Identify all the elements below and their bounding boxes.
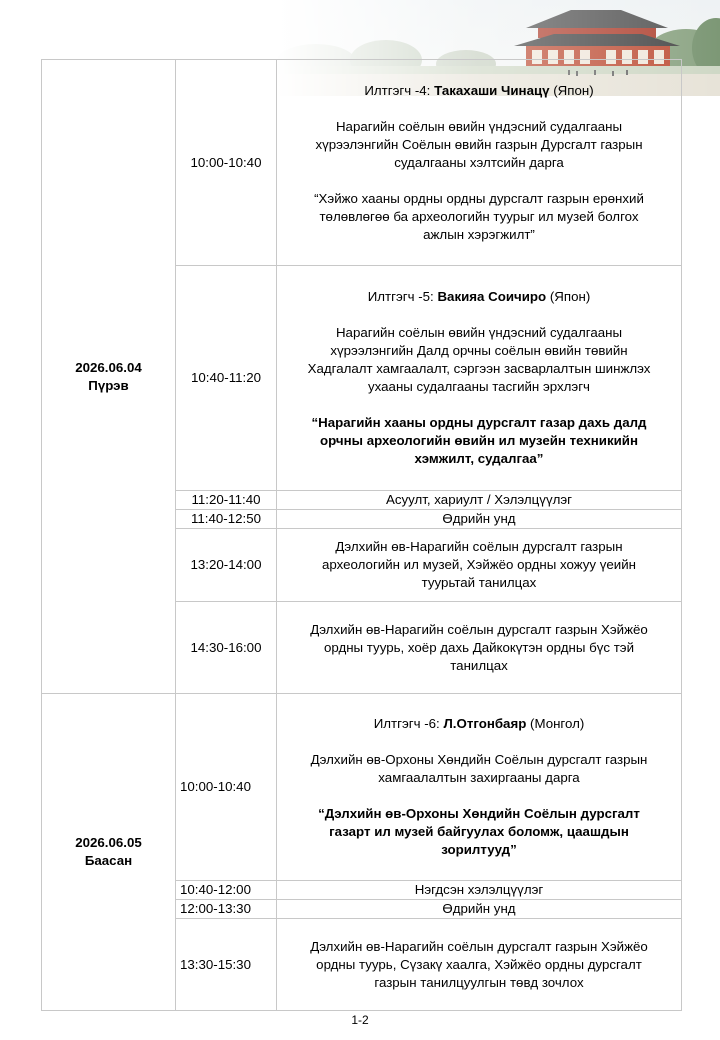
activity-line: археологийн ил музей, Хэйжёо ордны хожуу үеийн [322, 557, 636, 572]
talk-title-line: “Дэлхийн өв-Орхоны Хөндийн Соёлын дурсгалт [318, 806, 640, 821]
activity-cell: Өдрийн унд [277, 510, 682, 529]
talk-title-line: хэмжилт, судалгаа” [414, 451, 544, 466]
day-date: 2026.06.04 [75, 359, 142, 375]
activity-cell: Асуулт, хариулт / Хэлэлцүүлэг [277, 491, 682, 510]
activity-cell [277, 919, 682, 1011]
activity-cell: Өдрийн унд [277, 900, 682, 919]
day-date: 2026.06.05 [75, 835, 142, 850]
talk-title-line: “Хэйжо хааны ордны ордны дурсгалт газрын ерөнхий [314, 190, 644, 206]
presenter-country: (Япон) [549, 82, 594, 98]
time-cell: 11:40-12:50 [176, 510, 277, 529]
activity-line: Дэлхийн өв-Нарагийн соёлын дурсгалт газрын Хэйжёо [310, 621, 648, 637]
affiliation-line: Нарагийн соёлын өвийн үндэсний судалгааны [335, 325, 623, 340]
talk-title-line: газарт ил музей байгуулах боломж, цаашдын [329, 824, 629, 839]
talk-title-line: “Нарагийн хааны ордны дурсгалт газар дахь далд [311, 415, 647, 430]
presenter-name: Вакияа Соичиро [437, 289, 547, 304]
schedule-table [41, 59, 682, 1011]
presenter-country: (Монгол) [526, 716, 585, 731]
day-weekday: Пүрэв [88, 377, 129, 393]
time-cell: 10:40-11:20 [176, 266, 277, 491]
affiliation-line: Дэлхийн өв-Орхоны Хөндийн Соёлын дурсгалт газрын [310, 752, 648, 767]
presenter-country: (Япон) [546, 289, 591, 304]
affiliation-line: хүрээлэнгийн Далд орчны соёлын өвийн төвийн [330, 343, 628, 358]
affiliation-line: Нарагийн соёлын өвийн үндэсний судалгааны [335, 118, 623, 134]
presenter-name: Такахаши Чинацү [434, 82, 550, 98]
presenter-line [281, 82, 677, 100]
activity-line: ордны туурь, хоёр дахь Дайкокүтэн ордны бүс тэй [323, 639, 635, 655]
page-number: 1-2 [351, 1013, 369, 1027]
activity-line: Дэлхийн өв-Нарагийн соёлын дурсгалт газрын [335, 539, 623, 554]
time-cell: 11:20-11:40 [176, 491, 277, 510]
affiliation-line: Хадгалалт хамгаалалт, сэргээн засварлалтын шинжлэх [307, 361, 651, 376]
presenter-name: Л.Отгонбаяр [443, 716, 527, 731]
talk-title-line: төлөвлөгөө ба археологийн туурыг ил музей болгох [319, 208, 639, 224]
time-cell: 13:30-15:30 [176, 919, 277, 1011]
affiliation-line: судалгааны хэлтсийн дарга [394, 154, 564, 170]
time-cell: 13:20-14:00 [176, 529, 277, 602]
activity-line: газрын танилцуулгын төвд зочлох [374, 974, 584, 990]
time-cell: 10:00-10:40 [176, 694, 277, 881]
activity-line: ордны туурь, Сүзакү хаалга, Хэйжёо ордны дурсгалт [316, 956, 642, 972]
presenter-prefix: Илтгэгч -4: [364, 82, 435, 98]
affiliation-line: ухааны судалгааны тасгийн эрхлэгч [368, 379, 590, 394]
presentation-cell [277, 694, 682, 881]
talk-title-line: орчны археологийн өвийн ил музейн техникийн [320, 433, 638, 448]
talk-title-line: ажлын хэрэгжилт” [423, 226, 535, 242]
day-cell [42, 694, 176, 1011]
activity-cell: Нэгдсэн хэлэлцүүлэг [277, 881, 682, 900]
presentation-cell [277, 266, 682, 491]
table-row [42, 60, 682, 266]
time-cell: 10:00-10:40 [176, 60, 277, 266]
affiliation-line: хамгаалалтын захиргааны дарга [378, 770, 580, 785]
presenter-prefix: Илтгэгч -6: [373, 716, 444, 731]
activity-cell [277, 529, 682, 602]
activity-line: туурьтай танилцах [421, 575, 537, 590]
presenter-line [281, 288, 677, 306]
presenter-prefix: Илтгэгч -5: [367, 289, 438, 304]
talk-title-line: зорилтууд” [441, 842, 517, 857]
table-row [42, 694, 682, 881]
presenter-line [281, 715, 677, 733]
time-cell: 12:00-13:30 [176, 900, 277, 919]
activity-line: Дэлхийн өв-Нарагийн соёлын дурсгалт газрын Хэйжёо [310, 938, 648, 954]
day-cell [42, 60, 176, 694]
day-weekday: Баасан [84, 853, 133, 868]
activity-cell [277, 602, 682, 694]
activity-line: танилцах [450, 657, 508, 673]
affiliation-line: хүрээлэнгийн Соёлын өвийн газрын Дурсгалт газрын [315, 136, 643, 152]
presentation-cell [277, 60, 682, 266]
time-cell: 10:40-12:00 [176, 881, 277, 900]
time-cell: 14:30-16:00 [176, 602, 277, 694]
